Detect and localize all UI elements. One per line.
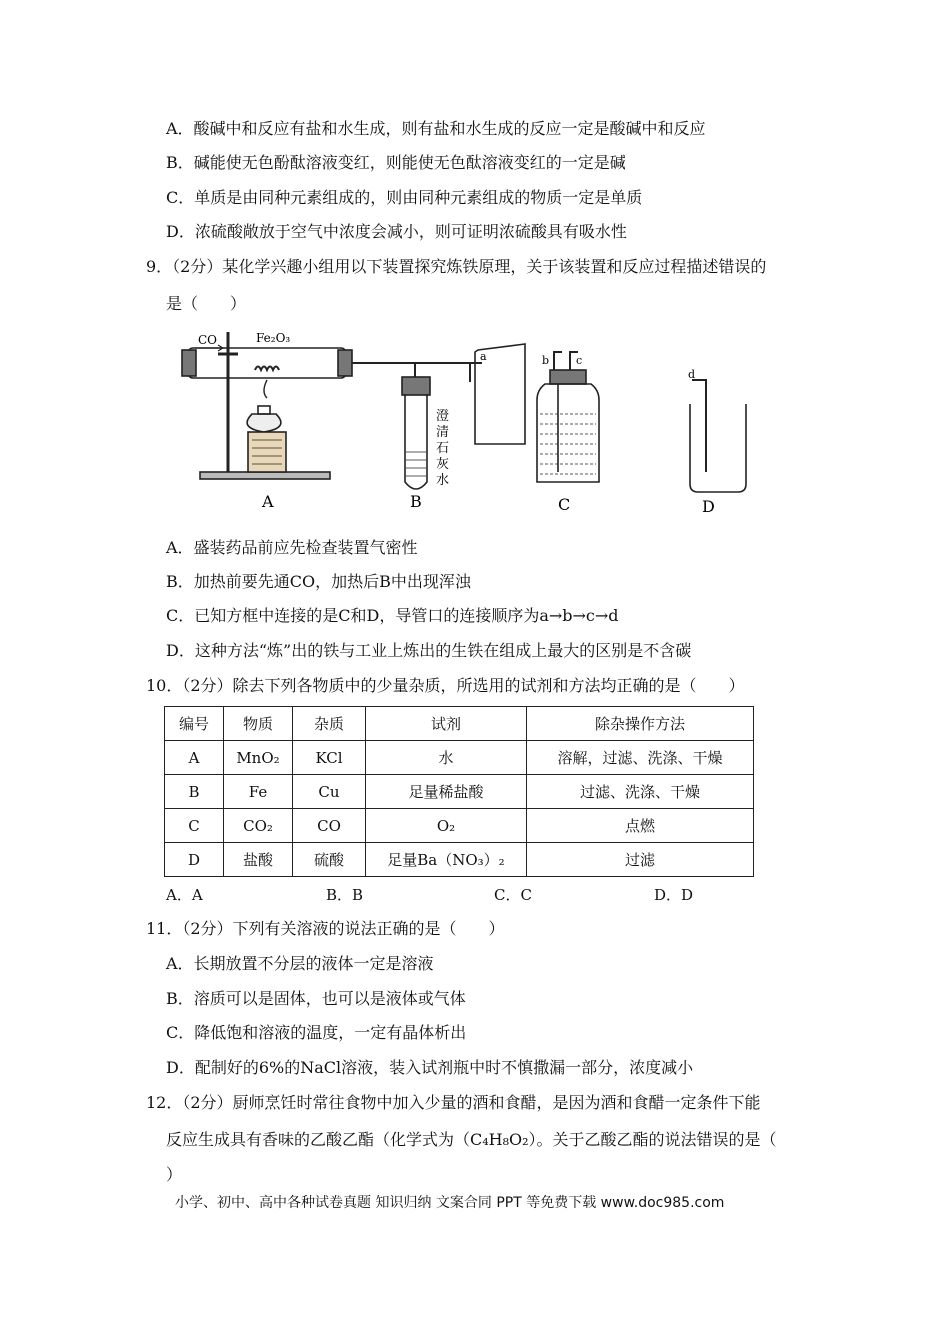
header-cell: 杂质 [293,707,366,741]
q9-option-c: C．已知方框中连接的是C和D，导管口的连接顺序为a→b→c→d [166,606,619,625]
table-cell: Fe [224,775,293,809]
combustion-tube [188,348,346,378]
table-row [165,809,754,843]
limewater-1: 澄 [436,409,450,424]
header-cell: 物质 [224,707,293,741]
limewater-3: 石 [436,441,450,456]
q11-option-b: B．溶质可以是固体，也可以是液体或气体 [166,989,466,1008]
header-cell: 试剂 [366,707,527,741]
table-row [165,843,754,877]
co-label: CO [198,333,218,347]
q8-option-d: D．浓硫酸敞放于空气中浓度会减小，则可证明浓硫酸具有吸水性 [166,222,627,241]
bottle-c [537,384,599,482]
q9-stem-line2: 是（ ） [166,294,247,313]
header-cell: 编号 [165,707,224,741]
table-header-row [165,707,754,741]
q10-choice-a: A．A [166,886,203,904]
table-cell: KCl [293,741,366,775]
q12-stem-line3: ） [166,1165,183,1184]
label-b: B [410,492,422,511]
q9-option-b: B．加热前要先通CO，加热后B中出现浑浊 [166,572,471,591]
table-cell: 过滤 [527,843,754,877]
table-row [165,741,754,775]
label-c: C [558,495,571,514]
table-row [165,775,754,809]
q10-table [164,706,754,877]
table-cell: 足量稀盐酸 [366,775,527,809]
label-a: A [262,492,274,511]
q12-stem-line1: 12．（2分）厨师烹饪时常往食物中加入少量的酒和食醋，是因为酒和食醋一定条件下能 [146,1093,761,1112]
q9-option-a: A．盛装药品前应先检查装置气密性 [166,538,418,557]
page-footer: 小学、初中、高中各种试卷真题 知识归纳 文案合同 PPT 等免费下载 www.doc985.com [175,1195,725,1211]
q11-stem: 11．（2分）下列有关溶液的说法正确的是（ ） [146,919,505,938]
test-tube-b [405,394,427,489]
label-d: D [702,497,715,516]
q11-option-a: A．长期放置不分层的液体一定是溶液 [166,954,434,973]
table-cell: 盐酸 [224,843,293,877]
q9-stem-line1: 9．（2分）某化学兴趣小组用以下装置探究炼铁原理，关于该装置和反应过程描述错误的 [146,257,767,276]
port-b: b [542,354,550,367]
q10-choice-d: D．D [654,886,694,904]
limewater-2: 清 [436,425,450,440]
port-a: a [480,350,487,363]
fe2o3-powder [255,367,279,371]
port-d: d [688,368,696,381]
table-cell: B [165,775,224,809]
table-cell: C [165,809,224,843]
table-cell: 点燃 [527,809,754,843]
table-cell: CO [293,809,366,843]
table-cell: 溶解，过滤、洗涤、干燥 [527,741,754,775]
q8-option-b: B．碱能使无色酚酞溶液变红，则能使无色酞溶液变红的一定是碱 [166,153,626,172]
alcohol-lamp [247,414,281,432]
q8-option-c: C．单质是由同种元素组成的，则由同种元素组成的物质一定是单质 [166,188,643,207]
table-cell: Cu [293,775,366,809]
beaker-d [690,404,746,492]
q11-option-c: C．降低饱和溶液的温度，一定有晶体析出 [166,1023,467,1042]
q10-stem: 10．（2分）除去下列各物质中的少量杂质，所选用的试剂和方法均正确的是（ ） [146,676,745,695]
port-c: c [576,354,583,367]
table-cell: O₂ [366,809,527,843]
q10-choice-b: B．B [326,886,364,904]
q8-option-a: A．酸碱中和反应有盐和水生成，则有盐和水生成的反应一定是酸碱中和反应 [166,119,706,138]
table-cell: 过滤、洗涤、干燥 [527,775,754,809]
header-cell: 除杂操作方法 [527,707,754,741]
q11-option-d: D．配制好的6%的NaCl溶液，装入试剂瓶中时不慎撒漏一部分，浓度减小 [166,1058,694,1077]
q9-option-d: D．这种方法“炼”出的铁与工业上炼出的生铁在组成上最大的区别是不含碳 [166,641,692,660]
b-stopper [402,377,430,395]
table-cell: D [165,843,224,877]
table-cell: 水 [366,741,527,775]
c-stopper [550,370,586,384]
table-cell: 足量Ba（NO₃）₂ [366,843,527,877]
q10-choice-c: C．C [494,886,532,904]
table-cell: CO₂ [224,809,293,843]
table-cell: MnO₂ [224,741,293,775]
limewater-4: 灰 [436,457,450,472]
q12-stem-line2: 反应生成具有香味的乙酸乙酯（化学式为（C₄H₈O₂）。关于乙酸乙酯的说法错误的是（ [166,1130,777,1149]
table-cell: A [165,741,224,775]
table-cell: 硫酸 [293,843,366,877]
wood-block [248,432,286,472]
limewater-5: 水 [436,473,450,488]
apparatus-figure [170,322,750,522]
stand-base [200,472,330,479]
fe2o3-label: Fe₂O₃ [256,331,291,345]
